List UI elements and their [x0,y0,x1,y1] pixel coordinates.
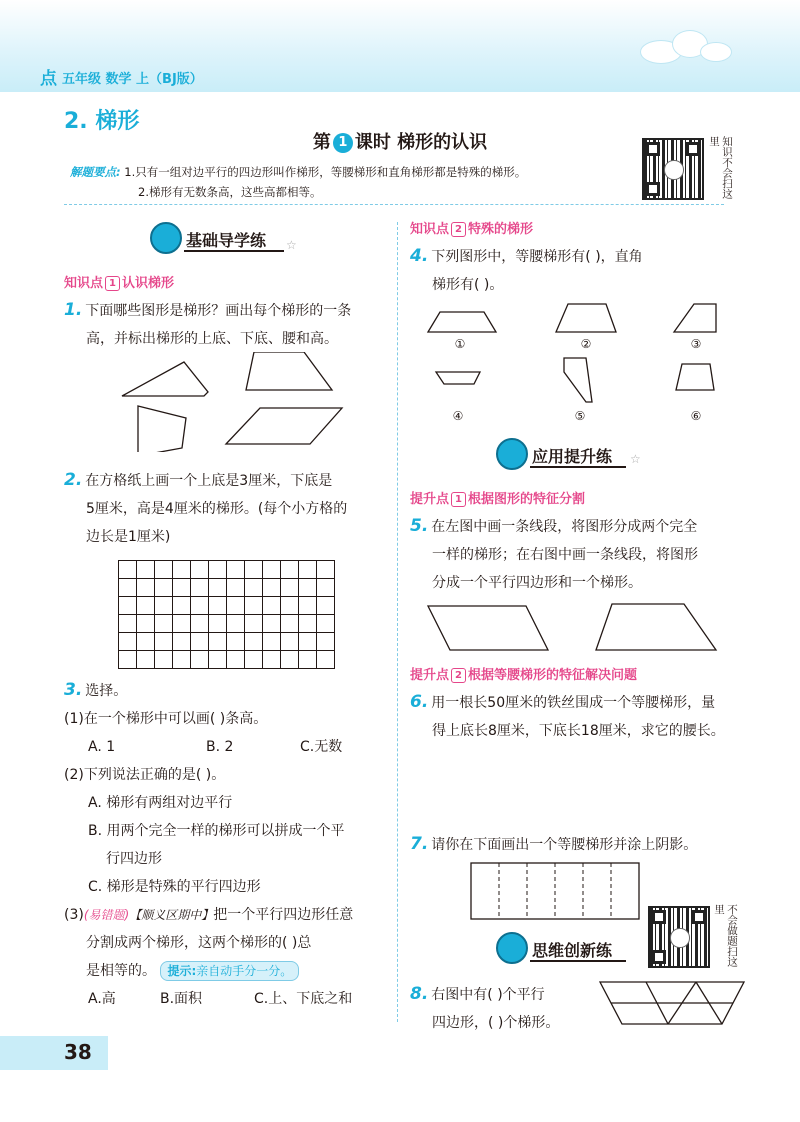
knowledge-point-1: 知识点 1 认识梯形 [64,276,175,291]
q1-shape-4 [226,408,342,444]
tips-label: 解题要点: [70,165,121,179]
q4-label-5: ⑤ [574,409,586,423]
star-icon: ☆ [630,452,641,466]
cloud-decoration [700,42,732,62]
question-8: 8. 右图中有( )个平行 四边形，( )个梯形。 [410,984,560,1031]
q4-label-4: ④ [452,409,464,423]
q4-shapes [420,300,730,430]
q5-trapezoid [596,604,716,650]
grid-paper[interactable] [118,560,338,670]
question-6: 6. 用一根长50厘米的铁丝围成一个等腰梯形，量 得上底长8厘米，下底长18厘米，求它的腰长。 [410,692,725,739]
q1-shape-3 [138,406,186,452]
divider [64,204,724,205]
banner-underline [530,466,626,468]
knowledge-point-2: 知识点 2 特殊的梯形 [410,222,534,237]
mascot-icon [496,438,528,470]
lesson-number-badge: 1 [333,133,353,153]
mascot-icon [150,222,182,254]
banner-basic-practice: 基础导学练 [186,231,267,250]
q4-shape-1 [428,312,496,332]
banner-applied-practice: 应用提升练 [532,447,613,466]
q4-shape-5 [564,358,592,402]
star-icon: ☆ [286,238,297,252]
q7-drawing-area[interactable] [470,862,642,922]
qr-caption: 知识不会扫这里 [708,136,733,199]
question-3: 3. 选择。 (1)在一个梯形中可以画( )条高。 A. 1 B. 2 C.无数 (2)下列说法正确的是( )。 A. 梯形有两组对边平行 B. 用两个完全一样的梯形可以拼成一个平 行四边形 C. 梯形是特殊的平行四边形 (3)(易错题)【顺义区期中】把一个平行四边形任意 分割成两个梯形，这两个梯形的( )总 是相等的。 提示:亲自动手分一分。 A.高 B.面积 C.上、下底之和 [64,680,354,1007]
banner-underline [530,960,626,962]
section-title: 2. 梯形 [64,109,140,134]
q1-shapes [100,352,390,452]
question-5: 5. 在左图中画一条线段，将图形分成两个完全 一样的梯形；在右图中画一条线段，将图形 分成一个平行四边形和一个梯形。 [410,516,698,591]
page-number: 38 [64,1040,92,1064]
qr-code-icon[interactable] [642,138,704,200]
tip-line-2: 2.梯形有无数条高，这些高都相等。 [138,185,322,199]
question-1: 1. 下面哪些图形是梯形？画出每个梯形的一条 高，并标出梯形的上底、下底、腰和高。 [64,300,352,347]
banner-thinking-innovation: 思维创新练 [532,941,613,960]
q8-figure [598,980,748,1026]
improvement-point-1: 提升点 1 根据图形的特征分割 [410,492,586,507]
q4-shape-4 [436,372,480,384]
book-label: 五年级 数学 上（BJ版） [62,72,203,87]
qr-caption: 不会做题扫这里 [713,904,738,967]
question-4: 4. 下列图形中，等腰梯形有( )，直角 梯形有( )。 [410,246,643,293]
q4-label-1: ① [454,337,466,351]
q5-shapes[interactable] [420,600,740,656]
improvement-point-2: 提升点 2 根据等腰梯形的特征解决问题 [410,668,638,683]
hint-box: 提示:亲自动手分一分。 [160,961,299,981]
q4-shape-2 [556,304,616,332]
mascot-icon [496,932,528,964]
solution-tips [70,162,630,202]
q1-shape-2 [246,352,332,390]
q4-shape-3 [674,304,716,332]
banner-underline [184,250,284,252]
q4-shape-6 [676,364,714,390]
q4-label-2: ② [580,337,592,351]
q5-parallelogram [428,606,548,650]
q4-label-6: ⑥ [690,409,702,423]
column-divider [397,222,398,1022]
brand-logo: 点 [40,69,55,89]
qr-code-icon[interactable] [648,906,710,968]
question-7: 7. 请你在下面画出一个等腰梯形并涂上阴影。 [410,834,698,854]
tip-line-1: 1.只有一组对边平行的四边形叫作梯形，等腰梯形和直角梯形都是特殊的梯形。 [124,165,527,179]
question-2: 2. 在方格纸上画一个上底是3厘米，下底是 5厘米，高是4厘米的梯形。(每个小方格的 边长是1厘米) [64,470,348,545]
lesson-title: 第 1 课时 梯形的认识 [312,132,488,153]
q4-label-3: ③ [690,337,702,351]
q1-shape-1 [122,362,208,396]
